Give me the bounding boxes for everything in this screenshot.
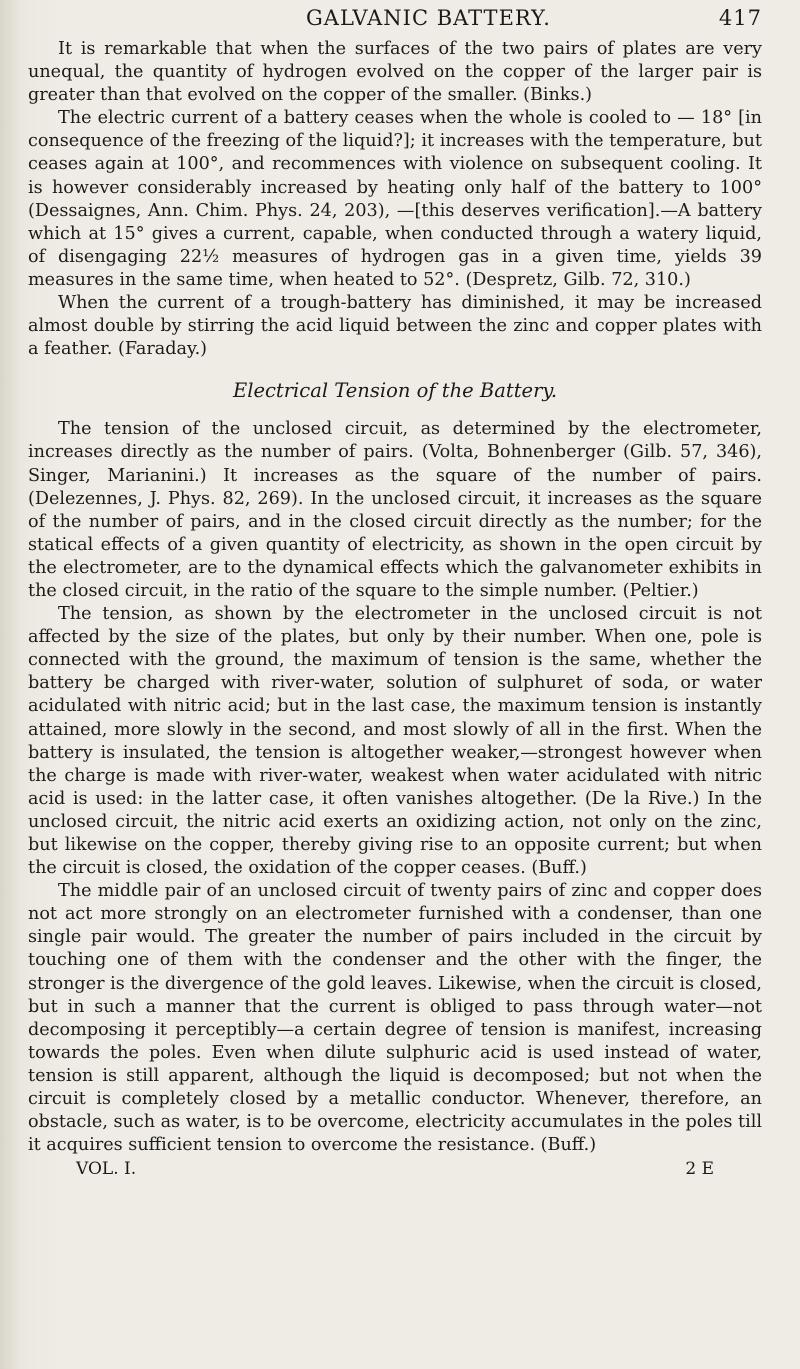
section-heading: Electrical Tension of the Battery. (232, 379, 558, 403)
running-title: GALVANIC BATTERY. (306, 6, 551, 30)
paragraph: It is remarkable that when the surfaces of the two pairs of plates are very unequal, the quantity of hydrogen evolved on the copper of the larger pair is greater than that evolved on the copper of the smaller. (Binks.) (28, 39, 762, 106)
paragraph: The tension, as shown by the electrometer in the unclosed circuit is not affected by the size of the plates, but only by their number. When one, pole is connected with the ground, the maximum of tension is the same, whether the battery be charged with river-water, solution of sulphuret of soda, or water acidulated with nitric acid; but in the last case, the maximum tension is instantly attained, more slowly in the second, and most slowly of all in the first. When the battery is insulated, the tension is altogether weaker,—strongest however when the charge is made with river-water, weakest when water acidulated with nitric acid is used: in the latter case, it often vanishes altogether. (De la Rive.) In the unclosed circuit, the nitric acid exerts an oxidizing action, not only on the zinc, but likewise on the copper, thereby giving rise to an opposite current; but when the circuit is closed, the oxidation of the copper ceases. (Buff.) (28, 604, 762, 879)
page-footer (28, 1159, 762, 1179)
page-header (28, 6, 762, 38)
page-number: 417 (718, 6, 762, 30)
body-text (28, 38, 762, 1157)
paragraph: The tension of the unclosed circuit, as determined by the electrometer, increases directly as the number of pairs. (Volta, Bohnenberger (Gilb. 57, 346), Singer, Marianini.) It increases as the square of the number of pairs. (Delezennes, J. Phys. 82, 269). In the unclosed circuit, it increases as the square of the number of pairs, and in the closed circuit directly as the number; for the statical effects of a given quantity of electricity, as shown in the open circuit by the electrometer, are to the dynamical effects which the galvanometer exhibits in the closed circuit, in the ratio of the square to the simple number. (Peltier.) (28, 419, 762, 601)
paragraph: The electric current of a battery ceases when the whole is cooled to — 18° [in consequence of the freezing of the liquid?]; it increases with the temperature, but ceases again at 100°, and recommences with violence on subsequent cooling. It is however considerably increased by heating only half of the battery to 100° (Dessaignes, Ann. Chim. Phys. 24, 203), —[this deserves verification].—A battery which at 15° gives a current, capable, when conducted through a watery liquid, of disengaging 22½ measures of hydrogen gas in a given time, yields 39 measures in the same time, when heated to 52°. (Despretz, Gilb. 72, 310.) (28, 108, 762, 290)
volume-label: VOL. I. (76, 1159, 137, 1180)
paragraph: When the current of a trough-battery has diminished, it may be increased almost double by stirring the acid liquid between the zinc and copper plates with a feather. (Faraday.) (28, 293, 762, 360)
signature-mark: 2 E (685, 1159, 714, 1180)
paragraph: The middle pair of an unclosed circuit of twenty pairs of zinc and copper does not act more strongly on an electrometer furnished with a condenser, than one single pair would. The greater the number of pairs included in the circuit by touching one of them with the condenser and the other with the finger, the stronger is the divergence of the gold leaves. Likewise, when the circuit is closed, but in such a manner that the current is obliged to pass through water—not decomposing it perceptibly—a certain degree of tension is manifest, increasing towards the poles. Even when dilute sulphuric acid is used instead of water, tension is still apparent, although the liquid is decomposed; but not when the circuit is completely closed by a metallic conductor. Whenever, therefore, an obstacle, such as water, is to be overcome, electricity accumulates in the poles till it acquires sufficient tension to overcome the resistance. (Buff.) (28, 881, 762, 1156)
